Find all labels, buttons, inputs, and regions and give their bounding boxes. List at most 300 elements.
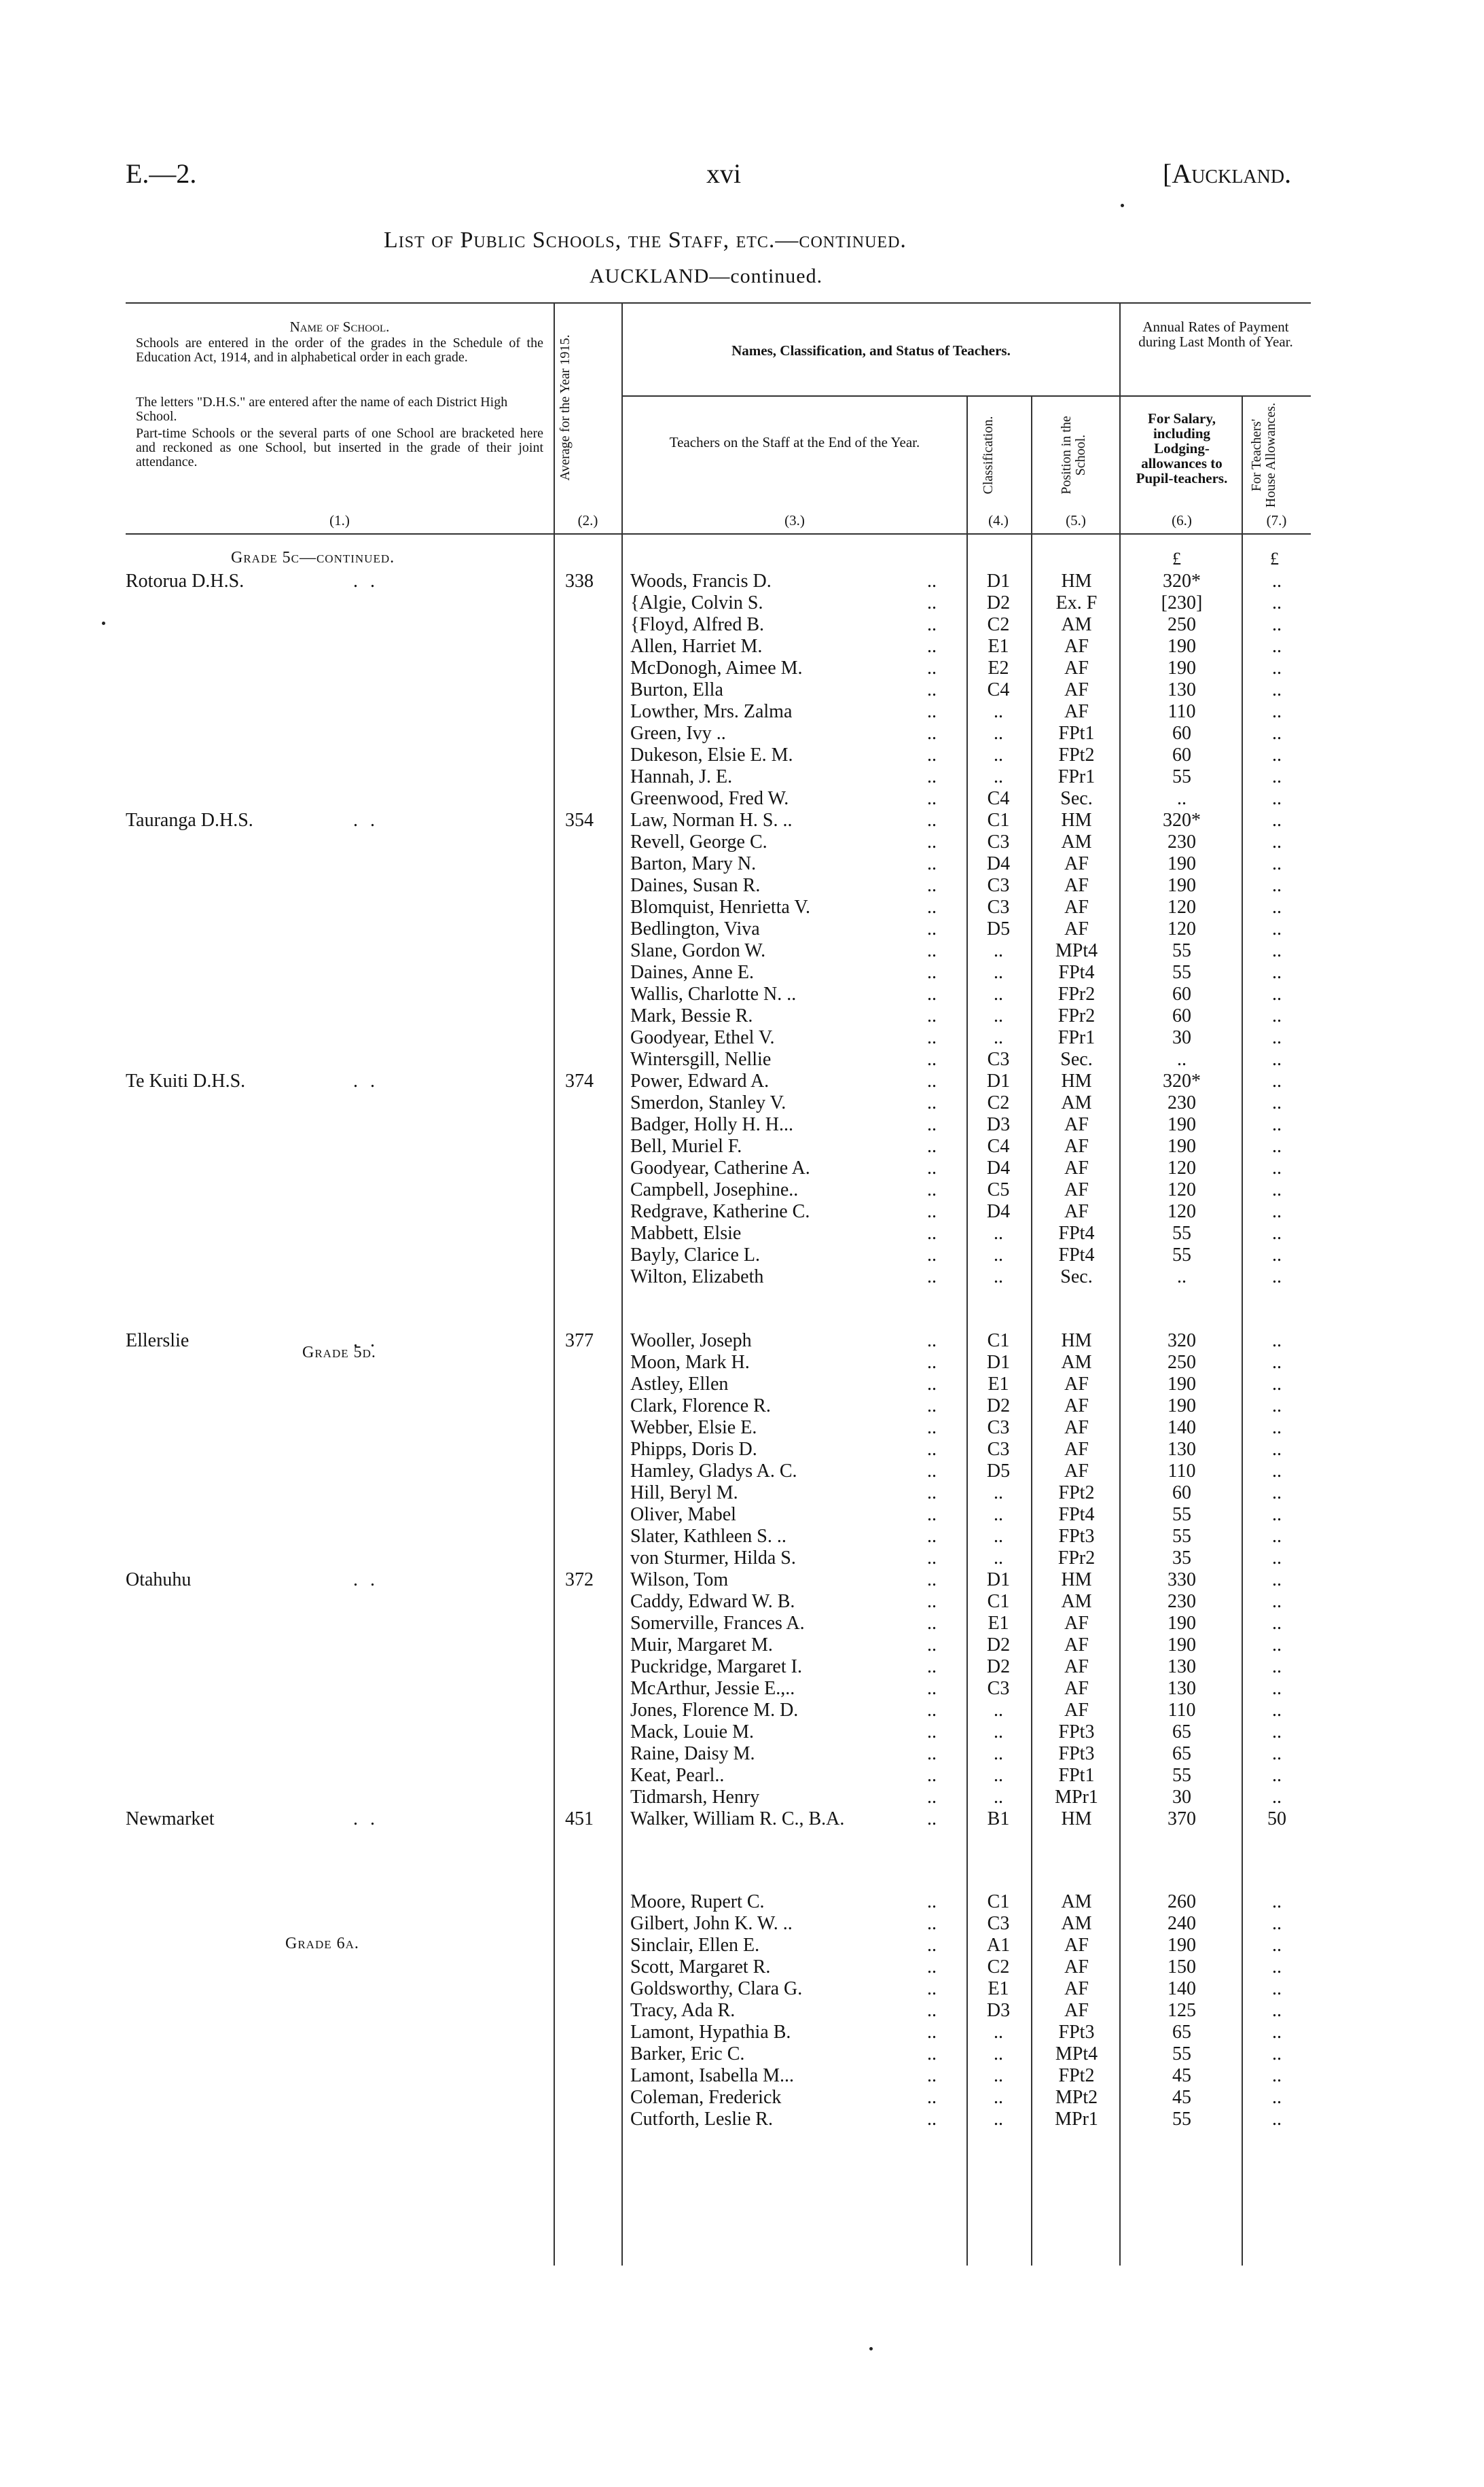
table-row [0,1245,1484,1266]
house-allowance: .. [1272,1765,1282,1786]
salary: 130 [1168,679,1196,700]
teacher-name: Mack, Louie M. [630,1721,754,1742]
position: AF [1064,875,1089,896]
leader-dots: .. [927,1027,937,1048]
salary: 190 [1168,1395,1196,1416]
teacher-name: Wallis, Charlotte N. .. [630,984,797,1005]
col1-note-3: Part-time Schools or the several parts of one School are bracketed here and reckoned as one School, but inserted in the grade of their joint attendance. [136,426,543,469]
classification: C4 [987,788,1010,809]
salary: 55 [1172,1526,1191,1547]
classification: E1 [988,1613,1009,1634]
salary: 60 [1172,745,1191,766]
position: FPt3 [1058,2022,1095,2043]
leader-dots: .. [927,897,937,918]
classification: C1 [987,1591,1010,1612]
classification: D1 [986,1071,1011,1092]
classification: D1 [986,571,1011,592]
teacher-name: Allen, Harriet M. [630,636,763,657]
print-speck [102,622,105,625]
house-allowance: .. [1272,1504,1282,1525]
teacher-name: Moore, Rupert C. [630,1891,765,1912]
leader-dots: .. [927,788,937,809]
house-allowance: .. [1272,1978,1282,1999]
teacher-name: Bedlington, Viva [630,918,760,940]
position: FPt4 [1058,1245,1095,1266]
classification: C2 [987,1956,1010,1978]
classification: E1 [988,636,1009,657]
teacher-name: Lowther, Mrs. Zalma [630,701,793,722]
teacher-name: McArthur, Jessie E.,.. [630,1678,795,1699]
salary: 190 [1168,1136,1196,1157]
page-title: List of Public Schools, the Staff, etc.—continued. [384,228,907,253]
school-leader-dots: .. [353,1071,387,1092]
house-allowance: .. [1272,1005,1282,1026]
classification: .. [994,1245,1003,1266]
table-row [0,1721,1484,1743]
position: FPr2 [1057,1547,1096,1569]
school-name: Te Kuiti D.H.S. [126,1071,246,1092]
house-allowance: .. [1272,571,1282,592]
leader-dots: .. [927,1439,937,1460]
house-allowance: .. [1272,2000,1282,2021]
position: AF [1064,636,1089,657]
teacher-name: Caddy, Edward W. B. [630,1591,795,1612]
table-row [0,1569,1484,1591]
teacher-name: Burton, Ella [630,679,723,700]
position: AF [1064,1656,1089,1677]
table-row [0,1935,1484,1956]
leader-dots: .. [927,636,937,657]
teacher-name: Webber, Elsie E. [630,1417,757,1438]
teacher-name: Phipps, Doris D. [630,1439,757,1460]
leader-dots: .. [927,1136,937,1157]
house-allowance: .. [1272,1266,1282,1287]
teacher-name: Lamont, Hypathia B. [630,2022,791,2043]
salary: 65 [1172,2022,1191,2043]
position: FPt2 [1058,1482,1095,1503]
classification: C3 [987,875,1010,896]
house-allowance: .. [1272,1158,1282,1179]
classification: A1 [986,1935,1011,1956]
table-row [0,614,1484,636]
leader-dots: .. [927,1330,937,1351]
house-allowance: .. [1272,1201,1282,1222]
salary: 130 [1168,1678,1196,1699]
position: AF [1064,1700,1089,1721]
house-allowance: .. [1272,1352,1282,1373]
leader-dots: .. [927,1223,937,1244]
leader-dots: .. [927,940,937,961]
teacher-name: Raine, Daisy M. [630,1743,755,1764]
position: AF [1064,1935,1089,1956]
teacher-name: Oliver, Mabel [630,1504,736,1525]
col1-title: Name of School. [289,319,390,335]
leader-dots: .. [927,1526,937,1547]
teacher-name: {Algie, Colvin S. [630,592,763,613]
classification: .. [994,1743,1003,1764]
table-row [0,1049,1484,1071]
position: MPt4 [1055,940,1098,961]
position: AF [1064,679,1089,700]
leader-dots: .. [927,1569,937,1590]
table-row [0,1482,1484,1504]
position: AF [1064,1613,1089,1634]
teacher-name: Daines, Susan R. [630,875,761,896]
table-row [0,636,1484,658]
table-row [0,1978,1484,2000]
position: AF [1064,2000,1089,2021]
table-row [0,984,1484,1005]
house-allowance: .. [1272,701,1282,722]
classification: .. [994,1547,1003,1569]
salary: 110 [1168,1700,1196,1721]
salary: 35 [1172,1547,1191,1569]
leader-dots: .. [927,875,937,896]
teacher-name: Gilbert, John K. W. .. [630,1913,793,1934]
salary: 55 [1172,1504,1191,1525]
salary: 190 [1168,1374,1196,1395]
house-allowance: .. [1272,1678,1282,1699]
teacher-name: Revell, George C. [630,831,767,853]
house-allowance: .. [1272,679,1282,700]
table-row [0,1526,1484,1547]
table-row [0,1678,1484,1700]
salary: 130 [1168,1656,1196,1677]
col1-note-2: The letters "D.H.S." are entered after the name of each District High School. [136,395,508,424]
teacher-name: Goodyear, Ethel V. [630,1027,775,1048]
leader-dots: .. [927,1978,937,1999]
table-row [0,1374,1484,1395]
house-allowance: .. [1272,2109,1282,2130]
leader-dots: .. [927,810,937,831]
classification: .. [994,2043,1003,2064]
leader-dots: .. [927,918,937,940]
teacher-name: Astley, Ellen [630,1374,729,1395]
salary: 320* [1163,1071,1201,1092]
position: AF [1064,658,1089,679]
house-allowance: .. [1272,745,1282,766]
table-row [0,723,1484,745]
classification: .. [994,723,1003,744]
position: AF [1064,897,1089,918]
table-row [0,788,1484,810]
school-name: Newmarket [126,1808,215,1829]
col1-number: (1.) [329,512,350,529]
position: FPt4 [1058,962,1095,983]
col5-number: (5.) [1066,512,1086,529]
salary: 30 [1172,1027,1191,1048]
average-attendance: 374 [565,1071,594,1092]
table-row [0,766,1484,788]
house-allowance: .. [1272,1092,1282,1113]
position: FPt3 [1058,1743,1095,1764]
table-row [0,810,1484,831]
leader-dots: .. [927,2000,937,2021]
col6-title: For Salary, including Lodging-allowances to Pupil-teachers. [1136,410,1228,486]
classification: D5 [986,918,1011,940]
position: AF [1064,1417,1089,1438]
house-allowance: .. [1272,614,1282,635]
house-allowance: .. [1272,1547,1282,1569]
house-allowance: .. [1272,1395,1282,1416]
teacher-name: Hamley, Gladys A. C. [630,1461,797,1482]
teacher-name: Wilson, Tom [630,1569,729,1590]
classification: C1 [987,810,1010,831]
position: MPr1 [1055,2109,1098,2130]
classification: C3 [987,1678,1010,1699]
leader-dots: .. [927,1179,937,1200]
school-name: Otahuhu [126,1569,192,1590]
table-row [0,1439,1484,1461]
leader-dots: .. [927,766,937,787]
house-allowance: .. [1272,723,1282,744]
teacher-name: Jones, Florence M. D. [630,1700,799,1721]
house-allowance: .. [1272,2022,1282,2043]
house-allowance: .. [1272,1179,1282,1200]
salary: 30 [1172,1787,1191,1808]
leader-dots: .. [927,1504,937,1525]
table-row [0,940,1484,962]
salary: 60 [1172,1482,1191,1503]
classification: D1 [986,1352,1011,1373]
house-allowance: .. [1272,897,1282,918]
house-allowance: .. [1272,875,1282,896]
position: AF [1064,1439,1089,1460]
house-allowance: .. [1272,1439,1282,1460]
classification: D2 [986,1656,1011,1677]
position: AF [1064,701,1089,722]
table-row [0,679,1484,701]
salary: 65 [1172,1743,1191,1764]
classification: .. [994,766,1003,787]
leader-dots: .. [927,1935,937,1956]
grade-heading: Grade 5c—continued. [231,549,395,567]
table-row [0,1330,1484,1352]
leader-dots: .. [927,1266,937,1287]
salary: [230] [1161,592,1203,613]
classification: D3 [986,2000,1011,2021]
salary: 330 [1168,1569,1196,1590]
salary: 45 [1172,2065,1191,2086]
classification: B1 [987,1808,1010,1829]
leader-dots: .. [927,1374,937,1395]
leader-dots: .. [927,1700,937,1721]
position: AF [1064,1179,1089,1200]
leader-dots: .. [927,1201,937,1222]
table-row [0,2087,1484,2109]
position: MPt2 [1055,2087,1098,2108]
position: AF [1064,1678,1089,1699]
house-allowance: .. [1272,984,1282,1005]
classification: .. [994,1223,1003,1244]
table-row [0,918,1484,940]
school-name: Rotorua D.H.S. [126,571,245,592]
position: AF [1064,1201,1089,1222]
leader-dots: .. [927,571,937,592]
position: FPr2 [1057,984,1096,1005]
house-allowance: .. [1272,1245,1282,1266]
classification: .. [994,2065,1003,2086]
position: FPt2 [1058,745,1095,766]
house-allowance: .. [1272,940,1282,961]
teacher-name: Law, Norman H. S. .. [630,810,793,831]
school-name: Ellerslie [126,1330,189,1351]
position: MPr1 [1055,1787,1098,1808]
classification: .. [994,2109,1003,2130]
print-speck [1121,204,1124,207]
position: FPt3 [1058,1721,1095,1742]
school-leader-dots: .. [353,1808,387,1829]
leader-dots: .. [927,1352,937,1373]
average-attendance: 377 [565,1330,594,1351]
classification: .. [994,1482,1003,1503]
table-row [0,1201,1484,1223]
salary: 130 [1168,1439,1196,1460]
salary: 240 [1168,1913,1196,1934]
teacher-name: Hannah, J. E. [630,766,733,787]
table-row [0,1591,1484,1613]
salary: 250 [1168,1352,1196,1373]
col3-title: Teachers on the Staff at the End of the Year. [669,434,920,450]
leader-dots: .. [927,701,937,722]
table-row [0,1114,1484,1136]
header-top-rule [126,302,1311,304]
salary: 45 [1172,2087,1191,2108]
table-row [0,2022,1484,2043]
col3-group-title: Names, Classification, and Status of Teachers. [731,342,1011,359]
salary: 320* [1163,810,1201,831]
leader-dots: .. [927,1743,937,1764]
position: HM [1061,1071,1092,1092]
classification: D2 [986,1395,1011,1416]
teacher-name: Bell, Muriel F. [630,1136,742,1157]
salary: 60 [1172,1005,1191,1026]
leader-dots: .. [927,2043,937,2064]
col2-number: (2.) [577,512,598,529]
house-allowance: .. [1272,1656,1282,1677]
teacher-name: Clark, Florence R. [630,1395,771,1416]
allowance-currency: £ [1270,549,1279,569]
house-allowance: .. [1272,636,1282,657]
house-allowance: .. [1272,853,1282,874]
salary: 190 [1168,1634,1196,1656]
position: Sec. [1060,1049,1093,1070]
table-row [0,1027,1484,1049]
salary: 55 [1172,2109,1191,2130]
position: AF [1064,853,1089,874]
leader-dots: .. [927,1547,937,1569]
classification: D1 [986,1569,1011,1590]
house-allowance: .. [1272,1417,1282,1438]
classification: D2 [986,1634,1011,1656]
table-row [0,701,1484,723]
teacher-name: Greenwood, Fred W. [630,788,789,809]
position: AM [1061,1352,1092,1373]
salary: 120 [1168,1179,1196,1200]
salary: .. [1177,1049,1187,1070]
position: AF [1064,1461,1089,1482]
teacher-name: Muir, Margaret M. [630,1634,773,1656]
table-row [0,1765,1484,1787]
classification: C4 [987,1136,1010,1157]
position: FPr1 [1057,766,1096,787]
col3-number: (3.) [784,512,805,529]
leader-dots: .. [927,2065,937,2086]
table-row [0,2043,1484,2065]
house-allowance: .. [1272,658,1282,679]
col7-number: (7.) [1266,512,1287,529]
table-row [0,1913,1484,1935]
leader-dots: .. [927,658,937,679]
salary: 55 [1172,1223,1191,1244]
position: AF [1064,1136,1089,1157]
position: HM [1061,810,1092,831]
salary: 120 [1168,918,1196,940]
table-row [0,745,1484,766]
leader-dots: .. [927,2109,937,2130]
house-allowance: .. [1272,788,1282,809]
col67-group-title: Annual Rates of Payment during Last Month of Year. [1138,319,1293,350]
house-allowance: .. [1272,962,1282,983]
leader-dots: .. [927,1049,937,1070]
position: AM [1061,614,1092,635]
table-row [0,875,1484,897]
teacher-name: Wintersgill, Nellie [630,1049,772,1070]
table-row [0,571,1484,592]
teacher-name: Tracy, Ada R. [630,2000,736,2021]
house-allowance: .. [1272,1634,1282,1656]
leader-dots: .. [927,2087,937,2108]
school-leader-dots: .. [353,1569,387,1590]
position: AF [1064,1634,1089,1656]
average-attendance: 372 [565,1569,594,1590]
teacher-name: Daines, Anne E. [630,962,754,983]
position: AM [1061,1092,1092,1113]
classification: C3 [987,1417,1010,1438]
table-row [0,897,1484,918]
salary: 140 [1168,1417,1196,1438]
classification: .. [994,940,1003,961]
house-allowance: .. [1272,1049,1282,1070]
classification: .. [994,2087,1003,2108]
table-row [0,1223,1484,1245]
salary: 140 [1168,1978,1196,1999]
running-head-left: E.—2. [126,158,197,189]
table-row [0,1352,1484,1374]
salary: .. [1177,788,1187,809]
leader-dots: .. [927,1613,937,1634]
position: Sec. [1060,1266,1093,1287]
position: FPt4 [1058,1223,1095,1244]
position: Ex. F [1055,592,1098,613]
teacher-name: Sinclair, Ellen E. [630,1935,760,1956]
salary-currency: £ [1172,549,1181,569]
salary: 60 [1172,723,1191,744]
classification: .. [994,1721,1003,1742]
house-allowance: .. [1272,831,1282,853]
classification: C2 [987,1092,1010,1113]
teacher-name: Bayly, Clarice L. [630,1245,761,1266]
table-row [0,2000,1484,2022]
salary: 190 [1168,1935,1196,1956]
table-row [0,853,1484,875]
house-allowance: .. [1272,1330,1282,1351]
salary: 65 [1172,1721,1191,1742]
house-allowance: .. [1272,1700,1282,1721]
position: HM [1061,571,1092,592]
classification: C2 [987,614,1010,635]
leader-dots: .. [927,679,937,700]
